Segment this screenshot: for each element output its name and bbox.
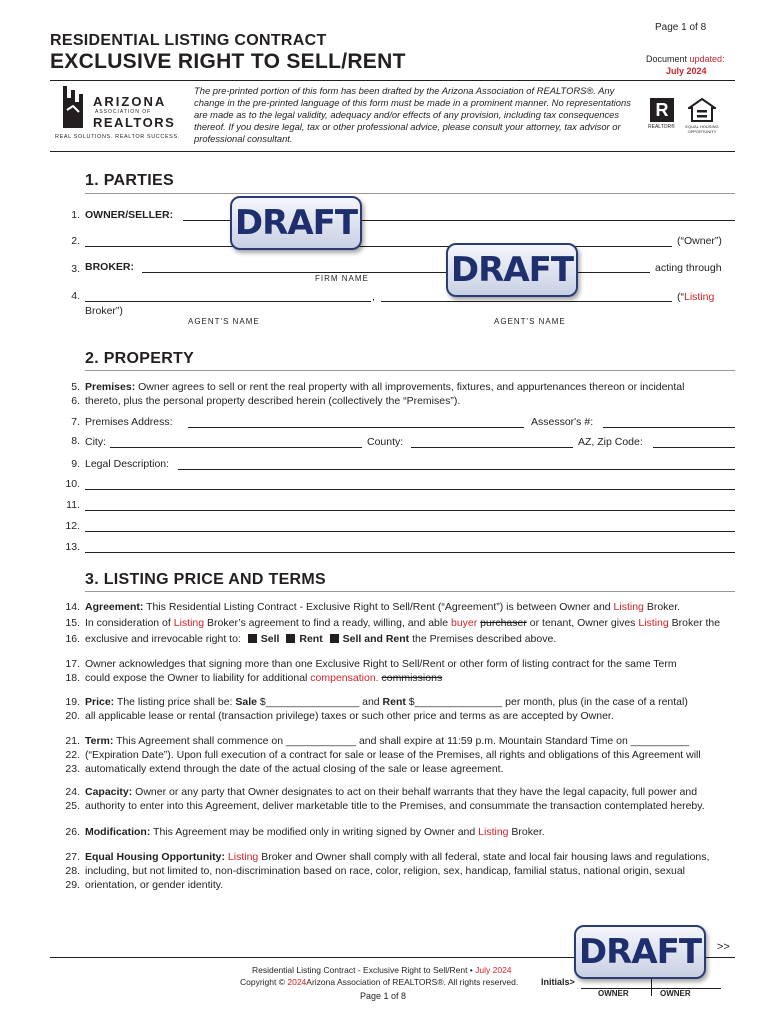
form-title: EXCLUSIVE RIGHT TO SELL/RENT (50, 50, 406, 73)
section-title-property: 2. PROPERTY (85, 350, 195, 367)
line-number: 20. (65, 710, 80, 722)
agreement-line: Agreement: This Residential Listing Contract - Exclusive Right to Sell/Rent (“Agreement”) is between Owner and Listing Broker. (85, 601, 681, 613)
realtor-r-icon: R (650, 98, 674, 122)
owner-initial-label-2: OWNER (660, 989, 691, 998)
logo-line2: ASSOCIATION OF (95, 109, 152, 115)
broker-close: Broker”) (85, 305, 123, 317)
section-title-terms: 3. LISTING PRICE AND TERMS (85, 571, 327, 588)
capacity-line: Capacity: Owner or any party that Owner designates to act on their behalf warrants that they have the legal capacity, full power and (85, 786, 698, 798)
line-number: 8. (71, 435, 80, 447)
line-number: 21. (65, 735, 80, 747)
line-number: 14. (65, 601, 80, 613)
expiration-line: (“Expiration Date”). Upon full execution of a contract for sale or lease of the Premises, all rights and obligations of this Agreement will (85, 749, 701, 761)
line-number: 23. (65, 763, 80, 775)
line-number: 19. (65, 696, 80, 708)
assessor-field[interactable] (603, 427, 735, 428)
rent-checkbox[interactable] (286, 634, 295, 643)
equal-housing-line: Equal Housing Opportunity: Listing Broker and Owner shall comply with all federal, state and local fair housing laws and regulations, (85, 851, 710, 863)
logo-tagline: REAL SOLUTIONS. REALTOR SUCCESS. (55, 134, 180, 140)
line-number: 16. (65, 633, 80, 645)
modification-line: Modification: This Agreement may be modified only in writing signed by Owner and Listing Broker. (85, 826, 545, 838)
line-number: 11. (66, 499, 80, 511)
form-name: RESIDENTIAL LISTING CONTRACT (50, 32, 327, 49)
county-label: County: (367, 436, 404, 448)
line-number: 7. (71, 416, 80, 428)
line-number: 9. (71, 458, 80, 470)
footer-copyright: Copyright © 2024Arizona Association of REALTORS®. All rights reserved. (240, 977, 519, 987)
line-number: 29. (65, 879, 80, 891)
line-number: 6. (71, 395, 80, 407)
disclaimer: The pre-printed portion of this form has been drafted by the Arizona Association of REALTORS®. Any change in the pre-printed language of this form must be made in a prominent manner. No representations are made as to the legal validity, adequacy and/or effects of any provision, including tax consequences thereof. If you desire legal, tax or other professional advice, please consult your attorney, tax advisor or professional consultant. (194, 85, 631, 144)
agents-name-caption-2: AGENT'S NAME (494, 317, 566, 326)
exclusive-right-line: exclusive and irrevocable right to: Sell Rent Sell and Rent the Premises described above. (85, 633, 557, 645)
city-field[interactable] (110, 447, 362, 448)
broker-label: BROKER: (85, 261, 134, 273)
equal-housing-logo (684, 98, 720, 138)
line-number: 17. (65, 658, 80, 670)
listing-suffix: (“Listing (677, 291, 715, 303)
price-line: Price: The listing price shall be: Sale $________________ and Rent $_______________ per month, plus (in the case of a rental) (85, 696, 688, 708)
line-number: 4. (71, 290, 80, 302)
firm-name-caption: FIRM NAME (315, 274, 369, 283)
logo-line1: ARIZONA (93, 94, 167, 109)
page-number-top: Page 1 of 8 (655, 22, 707, 33)
line-number: 24. (65, 786, 80, 798)
assessor-label: Assessor's #: (531, 416, 594, 428)
acknowledge-line: Owner acknowledges that signing more than one Exclusive Right to Sell/Rent or other form of listing contract for the same Term (85, 658, 677, 670)
page-number-bottom: Page 1 of 8 (360, 991, 407, 1001)
extend-line: automatically extend through the date of the actual closing of the sale or lease agreement. (85, 763, 504, 775)
line-number: 12. (65, 520, 80, 532)
azr-logo (55, 86, 185, 144)
line-number: 2. (71, 235, 80, 247)
zip-field[interactable] (653, 447, 735, 448)
sell-checkbox[interactable] (248, 634, 257, 643)
footer-form-line: Residential Listing Contract - Exclusive Right to Sell/Rent • July 2024 (252, 965, 512, 975)
acting-through: acting through (655, 262, 722, 274)
document-updated: Document updated: (646, 54, 725, 64)
authority-line: authority to enter into this Agreement, deliver marketable title to the Premises, and consummate the transaction contemplated hereby. (85, 800, 705, 812)
agent-name-field-1[interactable] (85, 301, 371, 302)
line-number: 25. (65, 800, 80, 812)
initials-label: Initials> (541, 977, 575, 987)
city-label: City: (85, 436, 106, 448)
realtor-label: REALTOR® (648, 124, 675, 130)
line-number: 1. (71, 209, 80, 221)
owner-initial-label-1: OWNER (598, 989, 629, 998)
legal-description-field[interactable] (178, 469, 735, 470)
premises-line-2: thereto, plus the personal property described herein (collectively the “Premises”). (85, 395, 461, 407)
consideration-line: In consideration of Listing Broker’s agreement to find a ready, willing, and able buyer purchaser or tenant, Owner gives Listing Broker the (85, 617, 721, 629)
non-discrimination-line: including, but not limited to, non-discrimination based on race, color, religion, sex, handicap, familial status, national origin, sexual (85, 865, 685, 877)
owner-seller-label: OWNER/SELLER: (85, 209, 174, 221)
orientation-line: orientation, or gender identity. (85, 879, 224, 891)
line-number: 18. (65, 672, 80, 684)
legal-description-line[interactable] (85, 552, 735, 553)
azr-logo-mark (57, 86, 87, 128)
legal-description-line[interactable] (85, 489, 735, 490)
eho-label: EQUAL HOUSING OPPORTUNITY (685, 124, 719, 134)
term-line: Term: This Agreement shall commence on ____________ and shall expire at 11:59 p.m. Mountain Standard Time on __________ (85, 735, 690, 747)
county-field[interactable] (411, 447, 573, 448)
comma: , (372, 291, 375, 303)
owner-suffix: (“Owner”) (677, 235, 722, 247)
sell-and-rent-checkbox[interactable] (330, 634, 339, 643)
line-number: 27. (65, 851, 80, 863)
continue-arrows: >> (717, 941, 730, 953)
zip-label: AZ, Zip Code: (578, 436, 643, 448)
divider (85, 591, 735, 592)
taxes-line: all applicable lease or rental (transaction privilege) taxes or such other price and terms as are accepted by Owner. (85, 710, 614, 722)
section-title-parties: 1. PARTIES (85, 172, 174, 189)
owner-seller-field-2[interactable] (85, 246, 672, 247)
line-number: 22. (65, 749, 80, 761)
draft-watermark: DRAFT (446, 243, 578, 297)
equal-housing-icon (688, 98, 716, 122)
premises-address-field[interactable] (188, 427, 524, 428)
divider (85, 193, 735, 194)
realtor-logo (650, 98, 678, 136)
line-number: 28. (65, 865, 80, 877)
liability-line: could expose the Owner to liability for additional compensation. commissions (85, 672, 443, 684)
draft-watermark: DRAFT (574, 925, 706, 979)
updated-date: July 2024 (666, 66, 707, 76)
line-number: 10. (65, 478, 80, 490)
line-number: 13. (65, 541, 80, 553)
logo-line3: REALTORS (93, 115, 176, 130)
agent-name-field-2[interactable] (381, 301, 672, 302)
line-number: 26. (65, 826, 80, 838)
agents-name-caption-1: AGENT'S NAME (188, 317, 260, 326)
legal-description-line[interactable] (85, 510, 735, 511)
premises-line-1: Premises: Owner agrees to sell or rent the real property with all improvements, fixtures, and appurtenances thereon or incidental (85, 381, 685, 393)
divider (85, 370, 735, 371)
premises-address-label: Premises Address: (85, 416, 173, 428)
line-number: 15. (65, 617, 80, 629)
legal-description-line[interactable] (85, 531, 735, 532)
legal-description-label: Legal Description: (85, 458, 170, 470)
line-number: 5. (71, 381, 80, 393)
line-number: 3. (71, 263, 80, 275)
draft-watermark: DRAFT (230, 196, 362, 250)
